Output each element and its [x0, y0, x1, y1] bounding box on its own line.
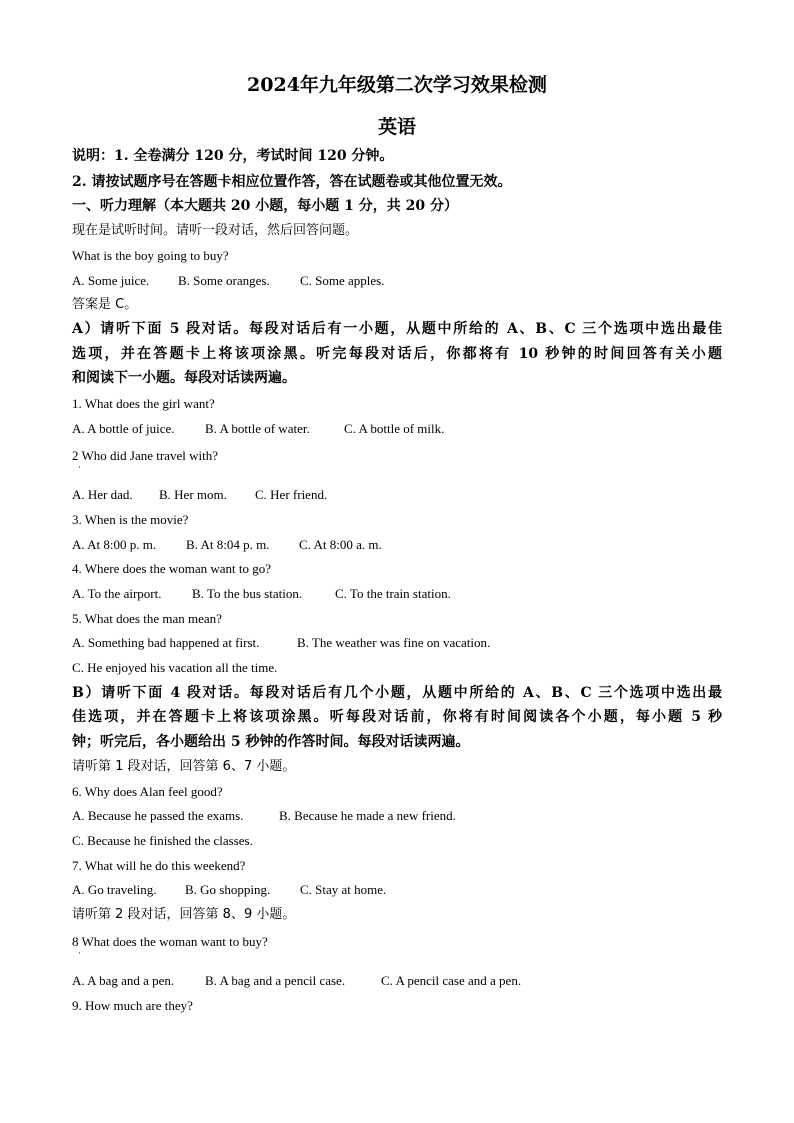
part-a-line-2: 选项，并在答题卡上将该项涂黑。听完每段对话后，你都将有 10 秒钟的时间回答有关小题: [72, 346, 722, 362]
section-heading: 一、听力理解（本大题共 20 小题，每小题 1 分，共 20 分）: [72, 198, 458, 214]
question-8: 8 What does the woman want to buy?: [72, 934, 268, 949]
example-option-a: A. Some juice.: [72, 273, 150, 288]
question-8-options: [72, 972, 521, 990]
q4-option-b: B. To the bus station.: [192, 586, 303, 601]
q1-option-c: C. A bottle of milk.: [344, 421, 445, 436]
q6-option-b: B. Because he made a new friend.: [279, 808, 456, 823]
dialog-2-intro: 请听第 2 段对话，回答第 8、9 小题。: [72, 907, 296, 922]
q4-option-a: A. To the airport.: [72, 586, 162, 601]
question-1: 1. What does the girl want?: [72, 396, 215, 411]
question-7: 7. What will he do this weekend?: [72, 858, 246, 873]
q8-option-a: A. A bag and a pen.: [72, 973, 175, 988]
question-4: 4. Where does the woman want to go?: [72, 561, 272, 576]
question-8-mark: ·: [78, 948, 81, 958]
question-5: 5. What does the man mean?: [72, 611, 222, 626]
part-a-line-1: A）请听下面 5 段对话。每段对话后有一小题，从题中所给的 A、B、C 三个选项中选出最佳: [72, 321, 722, 337]
question-2-options: [72, 486, 327, 504]
example-option-c: C. Some apples.: [300, 273, 385, 288]
q8-option-b: B. A bag and a pencil case.: [205, 973, 346, 988]
q3-option-c: C. At 8:00 a. m.: [299, 537, 382, 552]
q5-option-a: A. Something bad happened at first.: [72, 635, 260, 650]
q3-option-b: B. At 8:04 p. m.: [186, 537, 270, 552]
q1-option-a: A. A bottle of juice.: [72, 421, 175, 436]
subject-title: 英语: [377, 116, 416, 138]
question-6-options: [72, 807, 456, 825]
q4-option-c: C. To the train station.: [335, 586, 451, 601]
q6-option-c: C. Because he finished the classes.: [72, 833, 253, 848]
part-b-line-1: B）请听下面 4 段对话。每段对话后有几个小题，从题中所给的 A、B、C 三个选项中选出最: [72, 685, 722, 701]
example-intro: 现在是试听时间。请听一段对话，然后回答问题。: [72, 223, 359, 238]
q8-option-c: C. A pencil case and a pen.: [381, 973, 522, 988]
q2-option-a: A. Her dad.: [72, 487, 133, 502]
example-option-b: B. Some oranges.: [178, 273, 270, 288]
q5-option-c: C. He enjoyed his vacation all the time.: [72, 660, 278, 675]
q6-option-a: A. Because he passed the exams.: [72, 808, 244, 823]
exam-title: 2024年九年级第二次学习效果检测: [247, 74, 547, 96]
question-2-mark: ·: [78, 462, 81, 472]
question-5-options: [72, 634, 490, 652]
q2-option-b: B. Her mom.: [159, 487, 227, 502]
dialog-1-intro: 请听第 1 段对话，回答第 6、7 小题。: [72, 759, 296, 774]
part-b-line-3: 钟；听完后，各小题给出 5 秒钟的作答时间。每段对话读两遍。: [72, 734, 470, 750]
instruction-line-2: 2. 请按试题序号在答题卡相应位置作答，答在试题卷或其他位置无效。: [72, 174, 512, 190]
question-2: 2 Who did Jane travel with?: [72, 448, 218, 463]
part-b-line-2: 佳选项，并在答题卡上将该项涂黑。听每段对话前，你将有时间阅读各个小题，每小题 5 秒: [72, 709, 722, 725]
question-9: 9. How much are they?: [72, 998, 193, 1013]
example-question: What is the boy going to buy?: [72, 248, 229, 263]
q1-option-b: B. A bottle of water.: [205, 421, 310, 436]
question-3: 3. When is the movie?: [72, 512, 189, 527]
question-3-options: [72, 536, 382, 554]
question-1-options: [72, 420, 444, 438]
q7-option-c: C. Stay at home.: [300, 882, 387, 897]
q7-option-b: B. Go shopping.: [185, 882, 271, 897]
instruction-line-1: 说明：1. 全卷满分 120 分，考试时间 120 分钟。: [72, 148, 394, 164]
part-a-line-3: 和阅读下一小题。每段对话读两遍。: [72, 370, 296, 386]
example-answer: 答案是 C。: [72, 297, 138, 312]
question-6: 6. Why does Alan feel good?: [72, 784, 223, 799]
example-options: [72, 272, 385, 290]
question-4-options: [72, 585, 451, 603]
q7-option-a: A. Go traveling.: [72, 882, 157, 897]
q5-option-b: B. The weather was fine on vacation.: [297, 635, 491, 650]
question-7-options: [72, 881, 386, 899]
q3-option-a: A. At 8:00 p. m.: [72, 537, 157, 552]
q2-option-c: C. Her friend.: [255, 487, 328, 502]
